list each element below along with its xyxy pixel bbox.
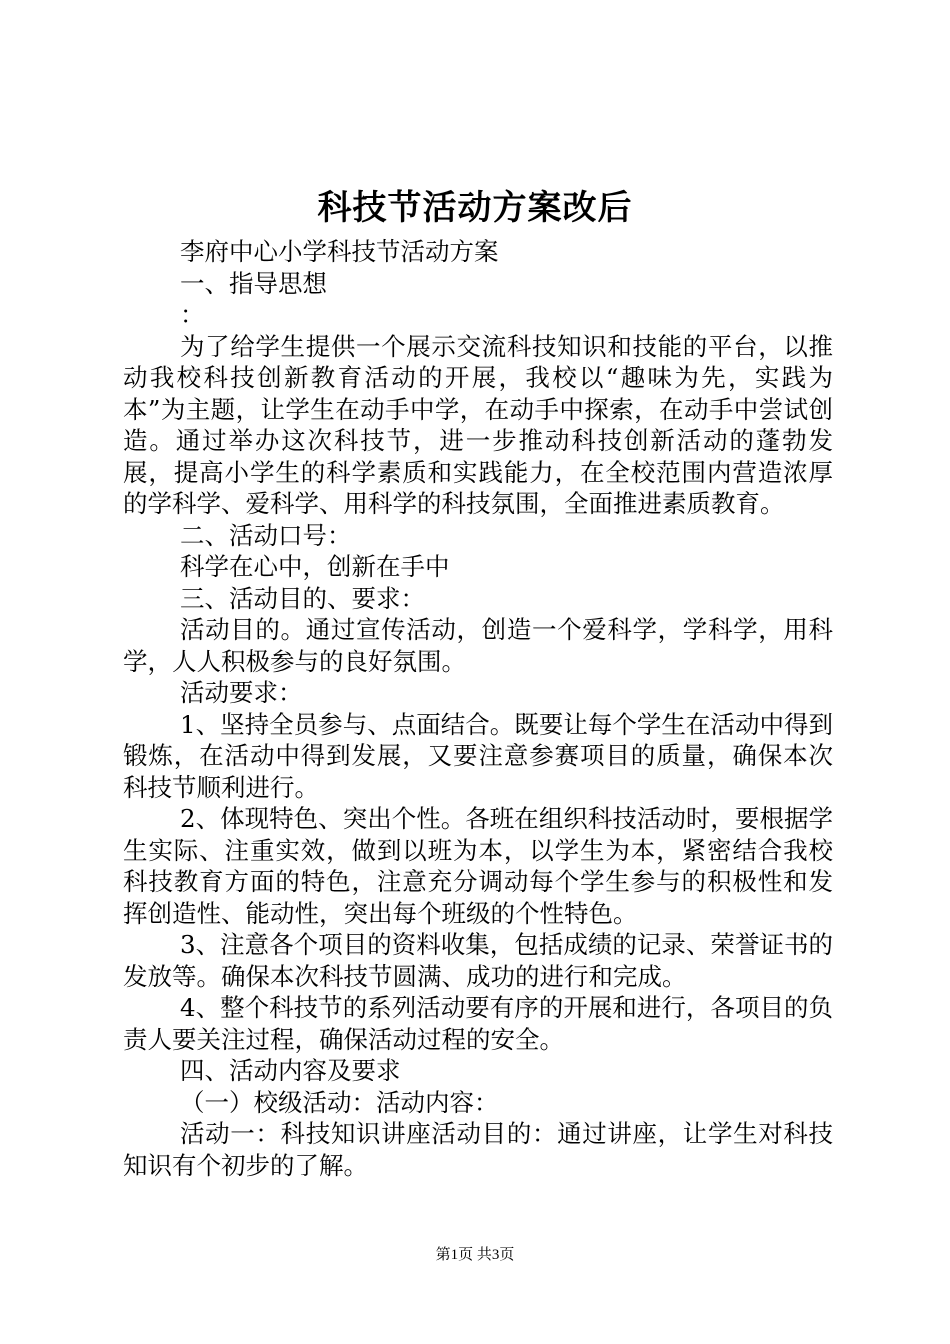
heading-guiding-ideology: 一、指导思想: [180, 268, 327, 298]
heading-requirements: 活动要求：: [180, 678, 303, 707]
paragraph-school-plan-title: 李府中心小学科技节活动方案: [180, 237, 499, 266]
paragraph-requirement-3: 3、注意各个项目的资料收集，包括成绩的记录、荣誉证书的发放等。确保本次科技节圆满、成功的进行和完成。: [123, 930, 833, 991]
paragraph-colon: ：: [180, 300, 205, 329]
heading-activity-slogan: 二、活动口号：: [180, 520, 352, 550]
paragraph-requirement-4: 4、整个科技节的系列活动要有序的开展和进行，各项目的负责人要关注过程，确保活动过程的安全。: [123, 993, 833, 1054]
paragraph-requirement-2: 2、体现特色、突出个性。各班在组织科技活动时，要根据学生实际、注重实效，做到以班为本，以学生为本，紧密结合我校科技教育方面的特色，注意充分调动每个学生参与的积极性和发挥创造性、能动性，突出每个班级的个性特色。: [123, 804, 833, 928]
heading-purpose-requirements: 三、活动目的、要求：: [180, 583, 425, 613]
document-body: [123, 236, 833, 1181]
paragraph-slogan: 科学在心中，创新在手中: [180, 552, 450, 581]
paragraph-activity-one: 活动一：科技知识讲座活动目的：通过讲座，让学生对科技知识有个初步的了解。: [123, 1119, 833, 1180]
paragraph-school-activities: （一）校级活动：活动内容：: [180, 1087, 499, 1117]
document-title: 科技节活动方案改后: [317, 188, 633, 228]
paragraph-purpose: 活动目的。通过宣传活动，创造一个爱科学，学科学，用科学，人人积极参与的良好氛围。: [123, 615, 833, 676]
page-footer: 第1页 共3页: [435, 1247, 515, 1263]
paragraph-requirement-1: 1、坚持全员参与、点面结合。既要让每个学生在活动中得到锻炼，在活动中得到发展，又要注意参赛项目的质量，确保本次科技节顺利进行。: [123, 709, 833, 802]
heading-activity-content: 四、活动内容及要求: [180, 1056, 401, 1085]
paragraph-ideology-body: 为了给学生提供一个展示交流科技知识和技能的平台，以推动我校科技创新教育活动的开展，我校以“趣味为先，实践为本”为主题，让学生在动手中学，在动手中探索，在动手中尝试创造。通过举办这次科技节，进一步推动科技创新活动的蓬勃发展，提高小学生的科学素质和实践能力，在全校范围内营造浓厚的学科学、爱科学、用科学的科技氛围，全面推进素质教育。: [123, 331, 833, 518]
